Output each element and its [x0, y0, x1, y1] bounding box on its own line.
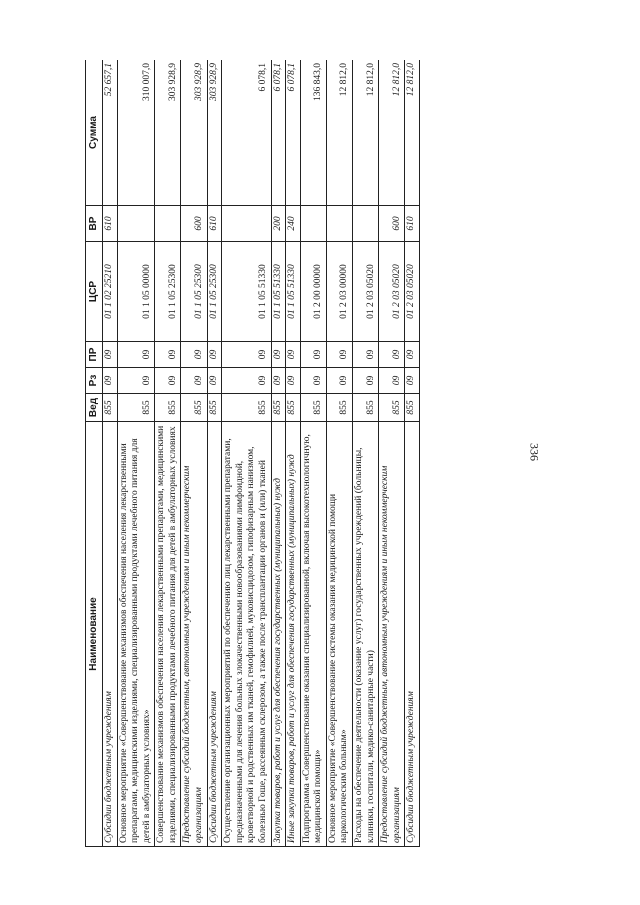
- cell-sum: 136 843,0: [300, 60, 326, 206]
- cell-sum: 303 928,9: [181, 60, 207, 206]
- cell-ved: 855: [103, 394, 118, 422]
- cell-csr: 01 1 02 25210: [103, 242, 118, 342]
- cell-name: Совершенствование механизмов обеспечения населения лекарственными препаратами, медицинскими изделиями, специализированными продуктами лечебного питания для детей в амбулаторных условиях: [155, 422, 181, 847]
- header-vr: ВР: [86, 206, 103, 242]
- cell-ved: 855: [286, 394, 301, 422]
- table-row: [286, 60, 301, 847]
- table-row: [181, 60, 207, 847]
- rotated-table-content: [85, 60, 557, 847]
- cell-rz: 09: [352, 368, 378, 394]
- cell-ved: 855: [352, 394, 378, 422]
- cell-vr: [352, 206, 378, 242]
- cell-ved: 855: [271, 394, 286, 422]
- cell-vr: 200: [271, 206, 286, 242]
- cell-rz: 09: [271, 368, 286, 394]
- cell-ved: 855: [222, 394, 271, 422]
- cell-pr: 09: [155, 342, 181, 368]
- cell-vr: 600: [379, 206, 405, 242]
- cell-csr: 01 1 05 25300: [181, 242, 207, 342]
- cell-sum: 12 812,0: [405, 60, 420, 206]
- cell-ved: 855: [326, 394, 352, 422]
- cell-ved: 855: [181, 394, 207, 422]
- cell-vr: 610: [103, 206, 118, 242]
- table-header-row: [86, 60, 103, 847]
- cell-sum: 12 812,0: [352, 60, 378, 206]
- cell-pr: 09: [222, 342, 271, 368]
- cell-rz: 09: [286, 368, 301, 394]
- cell-sum: 310 007,0: [117, 60, 155, 206]
- cell-ved: 855: [379, 394, 405, 422]
- cell-sum: 52 657,1: [103, 60, 118, 206]
- cell-pr: 09: [379, 342, 405, 368]
- cell-csr: 01 1 05 51330: [271, 242, 286, 342]
- cell-csr: 01 2 00 00000: [300, 242, 326, 342]
- cell-pr: 09: [103, 342, 118, 368]
- table-row: [271, 60, 286, 847]
- header-csr: ЦСР: [86, 242, 103, 342]
- cell-pr: 09: [405, 342, 420, 368]
- cell-name: Основное мероприятие «Совершенствование механизмов обеспечения населения лекарственными препаратами, медицинскими изделиями, специализированными продуктами лечебного питания для детей в амбулаторных условиях»: [117, 422, 155, 847]
- cell-name: Субсидии бюджетным учреждениям: [405, 422, 420, 847]
- cell-pr: 09: [207, 342, 222, 368]
- header-pr: ПР: [86, 342, 103, 368]
- cell-sum: 12 812,0: [379, 60, 405, 206]
- cell-pr: 09: [326, 342, 352, 368]
- cell-ved: 855: [207, 394, 222, 422]
- cell-vr: 610: [207, 206, 222, 242]
- cell-name: Предоставление субсидий бюджетным, автономным учреждениям и иным некоммерческим организациям: [181, 422, 207, 847]
- table-row: [352, 60, 378, 847]
- cell-vr: [326, 206, 352, 242]
- header-ved: Вед: [86, 394, 103, 422]
- cell-name: Основное мероприятие «Совершенствование системы оказания медицинской помощи наркологическим больным»: [326, 422, 352, 847]
- cell-rz: 09: [222, 368, 271, 394]
- header-name: Наименование: [86, 422, 103, 847]
- cell-sum: 6 078,1: [286, 60, 301, 206]
- cell-name: Субсидии бюджетным учреждениям: [103, 422, 118, 847]
- cell-name: Закупка товаров, работ и услуг для обеспечения государственных (муниципальных) нужд: [271, 422, 286, 847]
- table-row: [300, 60, 326, 847]
- cell-name: Подпрограмма «Совершенствование оказания специализированной, включая высокотехнологичную, медицинской помощи»: [300, 422, 326, 847]
- cell-ved: 855: [117, 394, 155, 422]
- cell-sum: 303 928,9: [155, 60, 181, 206]
- cell-csr: 01 1 05 00000: [117, 242, 155, 342]
- table-row: [117, 60, 155, 847]
- cell-pr: 09: [300, 342, 326, 368]
- cell-ved: 855: [300, 394, 326, 422]
- cell-name: Предоставление субсидий бюджетным, автономным учреждениям и иным некоммерческим организациям: [379, 422, 405, 847]
- budget-table: [85, 60, 420, 847]
- table-row: [222, 60, 271, 847]
- cell-name: Иные закупки товаров, работ и услуг для обеспечения государственных (муниципальных) нужд: [286, 422, 301, 847]
- table-row: [326, 60, 352, 847]
- table-row: [405, 60, 420, 847]
- cell-name: Субсидии бюджетным учреждениям: [207, 422, 222, 847]
- cell-vr: 610: [405, 206, 420, 242]
- header-sum: Сумма: [86, 60, 103, 206]
- cell-csr: 01 1 05 51330: [222, 242, 271, 342]
- cell-sum: 303 928,9: [207, 60, 222, 206]
- rotated-table-frame: [85, 60, 557, 847]
- cell-vr: [222, 206, 271, 242]
- cell-csr: 01 1 05 25300: [155, 242, 181, 342]
- cell-csr: 01 2 03 05020: [405, 242, 420, 342]
- cell-vr: [155, 206, 181, 242]
- cell-pr: 09: [117, 342, 155, 368]
- cell-vr: 600: [181, 206, 207, 242]
- cell-rz: 09: [300, 368, 326, 394]
- cell-pr: 09: [181, 342, 207, 368]
- cell-rz: 09: [405, 368, 420, 394]
- cell-name: Расходы на обеспечение деятельности (оказание услуг) государственных учреждений (больницы, клиники, госпитали, медико-санитарные части): [352, 422, 378, 847]
- cell-rz: 09: [103, 368, 118, 394]
- cell-rz: 09: [155, 368, 181, 394]
- header-rz: Рз: [86, 368, 103, 394]
- cell-sum: 6 078,1: [222, 60, 271, 206]
- table-body: [103, 60, 420, 847]
- table-row: [379, 60, 405, 847]
- cell-rz: 09: [207, 368, 222, 394]
- cell-sum: 6 078,1: [271, 60, 286, 206]
- cell-pr: 09: [271, 342, 286, 368]
- page-number: 336: [527, 443, 542, 461]
- cell-vr: [117, 206, 155, 242]
- cell-ved: 855: [155, 394, 181, 422]
- cell-pr: 09: [352, 342, 378, 368]
- cell-vr: 240: [286, 206, 301, 242]
- table-row: [207, 60, 222, 847]
- cell-pr: 09: [286, 342, 301, 368]
- cell-rz: 09: [379, 368, 405, 394]
- cell-vr: [300, 206, 326, 242]
- cell-rz: 09: [326, 368, 352, 394]
- table-row: [103, 60, 118, 847]
- cell-csr: 01 2 03 05020: [352, 242, 378, 342]
- cell-csr: 01 2 03 05020: [379, 242, 405, 342]
- cell-rz: 09: [181, 368, 207, 394]
- cell-csr: 01 1 05 51330: [286, 242, 301, 342]
- table-row: [155, 60, 181, 847]
- cell-sum: 12 812,0: [326, 60, 352, 206]
- cell-ved: 855: [405, 394, 420, 422]
- cell-rz: 09: [117, 368, 155, 394]
- cell-csr: 01 2 03 00000: [326, 242, 352, 342]
- cell-csr: 01 1 05 25300: [207, 242, 222, 342]
- cell-name: Осуществление организационных мероприятий по обеспечению лиц лекарственными препаратами, предназначенными для лечения больных злокачественными новообразованиями лимфоидной, кроветворной и родственных им тканей, гемофилией, муковисцидозом, гипофизарным нанизмом, болезнью Гоше, рассеянным склерозом, а также после трансплантации органов и (или) тканей: [222, 422, 271, 847]
